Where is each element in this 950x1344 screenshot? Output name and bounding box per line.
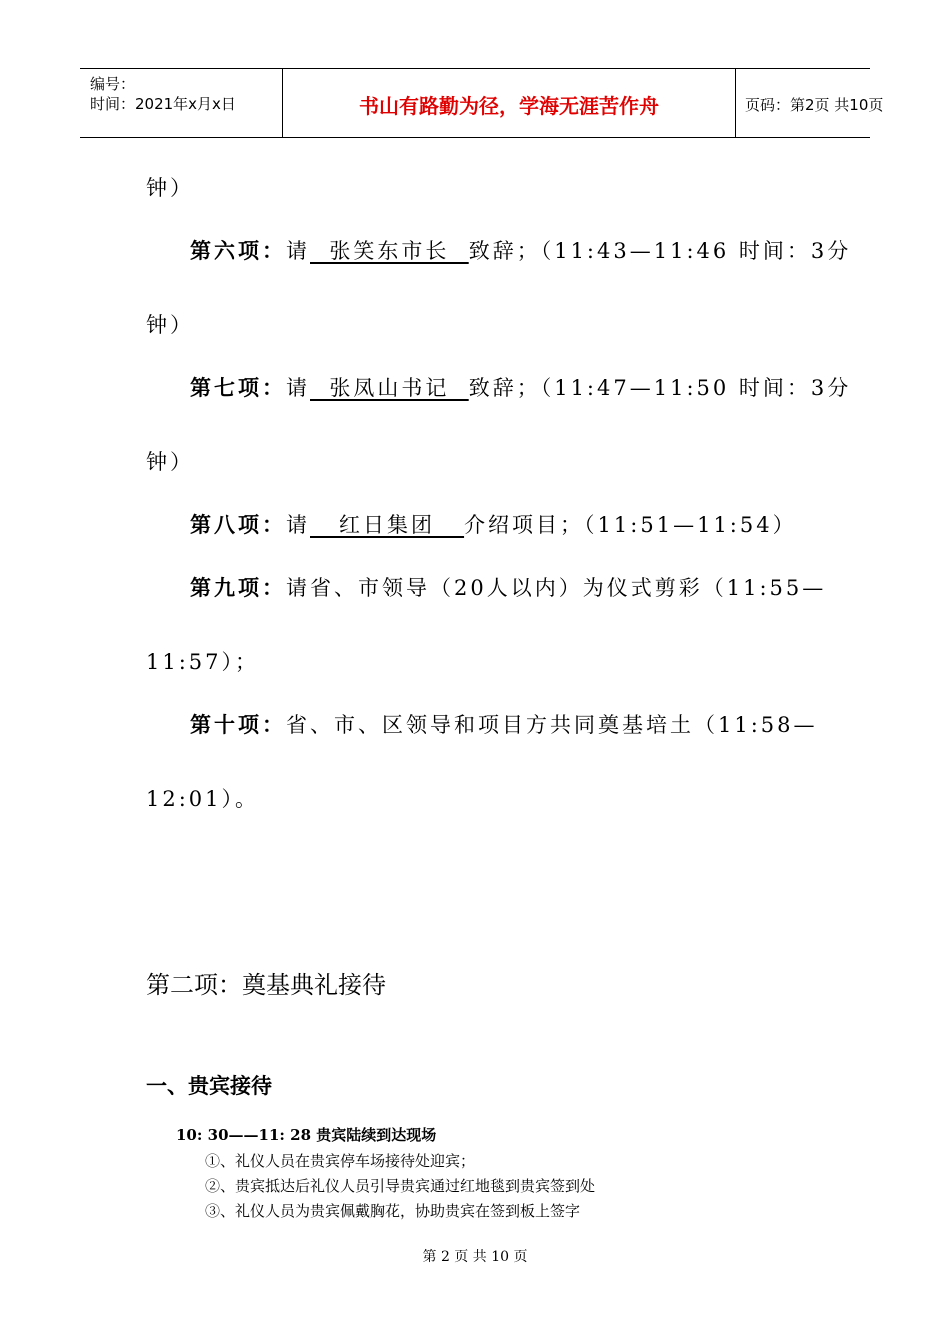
agenda-item-text: 请 [286, 239, 310, 263]
subsection-heading: 一、贵宾接待 [146, 1074, 272, 1098]
agenda-item-9 [190, 572, 826, 602]
agenda-item-text: 请 [286, 513, 310, 537]
agenda-speaker-name: 张笑东市长 [310, 239, 469, 263]
agenda-item-text: 介绍项目；（11:51—11:54） [464, 513, 797, 537]
text-line: 11:57）； [146, 650, 260, 674]
list-item: ①、礼仪人员在贵宾停车场接待处迎宾； [205, 1152, 476, 1170]
agenda-speaker-name: 红日集团 [310, 513, 465, 537]
agenda-item-label: 第九项： [190, 575, 286, 600]
agenda-item-10 [190, 709, 818, 739]
agenda-item-label: 第七项： [190, 375, 286, 400]
page-footer: 第 2 页 共 10 页 [422, 1249, 528, 1265]
text-line: 钟） [146, 176, 194, 200]
agenda-item-8 [190, 509, 797, 539]
page-header [80, 68, 884, 138]
header-right-cell [735, 69, 884, 137]
text-line: 钟） [146, 313, 194, 337]
header-left-cell [80, 69, 282, 137]
agenda-item-text: 致辞；（11:47—11:50 时间：3分 [468, 376, 852, 400]
section-heading: 第二项：奠基典礼接待 [146, 971, 386, 999]
agenda-item-text: 致辞；（11:43—11:46 时间：3分 [468, 239, 852, 263]
agenda-speaker-name: 张凤山书记 [310, 376, 469, 400]
header-middle-cell [282, 69, 736, 137]
agenda-item-label: 第六项： [190, 238, 286, 263]
document-date-label: 时间：2021年x月x日 [90, 95, 236, 113]
list-item: ②、贵宾抵达后礼仪人员引导贵宾通过红地毯到贵宾签到处 [205, 1177, 596, 1195]
text-line: 12:01）。 [146, 787, 260, 811]
agenda-item-text: 请 [286, 376, 310, 400]
header-motto: 书山有路勤为径，学海无涯苦作舟 [359, 94, 659, 118]
document-number-label: 编号： [90, 75, 136, 93]
agenda-item-text: 省、市、区领导和项目方共同奠基培土（11:58— [286, 713, 818, 737]
list-item: ③、礼仪人员为贵宾佩戴胸花，协助贵宾在签到板上签字 [205, 1202, 581, 1220]
agenda-item-7 [190, 372, 851, 402]
agenda-item-label: 第十项： [190, 712, 286, 737]
schedule-time-heading: 10: 30——11: 28 贵宾陆续到达现场 [176, 1126, 437, 1144]
agenda-item-6 [190, 235, 851, 265]
agenda-item-text: 请省、市领导（20人以内）为仪式剪彩（11:55— [286, 576, 827, 600]
header-page-info: 页码：第2页 共10页 [745, 96, 884, 114]
agenda-item-label: 第八项： [190, 512, 286, 537]
text-line: 钟） [146, 450, 194, 474]
